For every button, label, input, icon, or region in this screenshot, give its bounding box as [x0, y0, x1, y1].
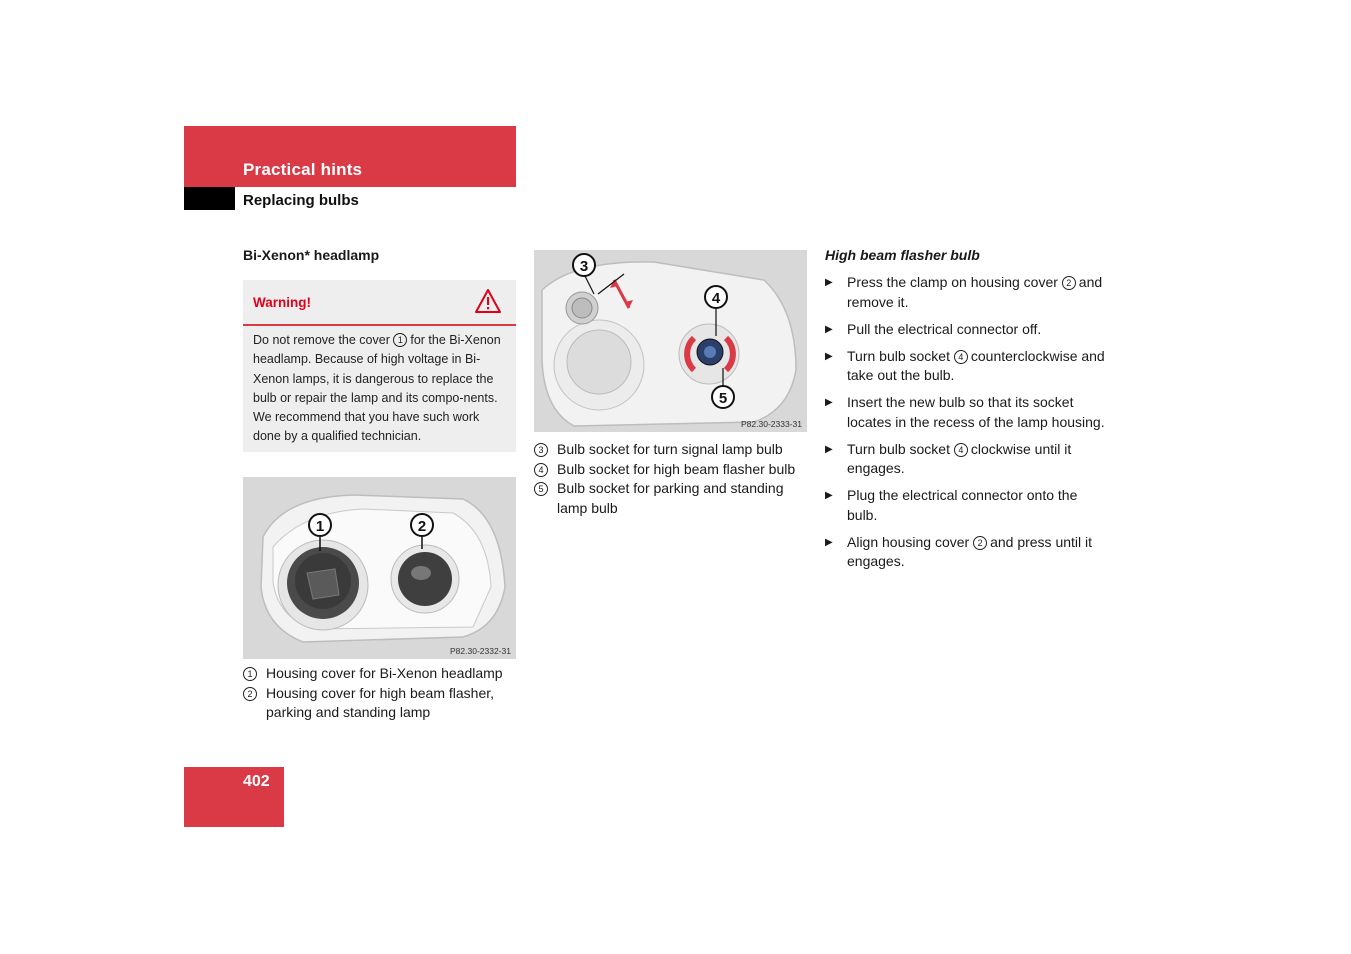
caption-text: Housing cover for high beam flasher, parking and standing lamp — [266, 684, 495, 720]
step-text: Align housing cover — [847, 533, 970, 550]
step-text: clockwise until it engages. — [847, 440, 1072, 476]
instruction-step — [825, 347, 1110, 386]
caption-row — [534, 479, 814, 518]
ref-marker: 2 — [973, 536, 987, 550]
figure-marker-5: 5 — [718, 390, 728, 407]
step-text: Insert the new bulb so that its socket locates in the recess of the lamp housing. — [847, 394, 1105, 430]
caption-row — [243, 664, 518, 684]
headlamp-rear-illustration — [534, 250, 807, 432]
caption-text: Housing cover for Bi-Xenon headlamp — [266, 665, 503, 681]
ref-marker: 3 — [534, 443, 548, 457]
caption-text: Bulb socket for high beam flasher bulb — [557, 460, 796, 477]
bullet-arrow-icon: ▶ — [825, 536, 833, 548]
bixenon-heading: Bi-Xenon* headlamp — [243, 247, 380, 263]
bullet-arrow-icon: ▶ — [825, 397, 833, 408]
instruction-step — [825, 486, 1110, 525]
bullet-arrow-icon: ▶ — [825, 350, 833, 362]
ref-marker: 1 — [243, 667, 257, 681]
ref-marker: 1 — [393, 333, 407, 347]
headlamp-figure-rear — [534, 250, 807, 432]
ref-marker: 2 — [243, 687, 257, 701]
figure-marker-2: 2 — [417, 518, 427, 535]
figure2-captions — [534, 440, 814, 518]
bullet-arrow-icon: ▶ — [825, 490, 833, 501]
warning-title: Warning! — [253, 295, 311, 310]
figure-marker-4: 4 — [711, 290, 721, 307]
page-number: 402 — [243, 773, 270, 790]
caption-row — [243, 684, 518, 723]
step-text: Turn bulb socket — [847, 347, 950, 364]
instruction-step — [825, 393, 1110, 432]
bullet-arrow-icon: ▶ — [825, 277, 833, 288]
figure-code: P82.30-2333-31 — [741, 419, 802, 429]
figure1-captions — [243, 664, 518, 723]
bullet-arrow-icon: ▶ — [825, 323, 833, 335]
ref-marker: 2 — [1062, 276, 1076, 290]
caption-text: Bulb socket for turn signal lamp bulb — [557, 441, 783, 457]
figure-code: P82.30-2332-31 — [450, 646, 511, 656]
caption-text: Bulb socket for parking and standing lamp bulb — [557, 480, 784, 516]
ref-marker: 4 — [954, 350, 968, 364]
caption-row — [534, 440, 814, 460]
high-beam-heading: High beam flasher bulb — [825, 247, 980, 263]
warning-text: Do not remove the cover 1 for the Bi-Xenon headlamp. Because of high voltage in Bi-Xenon lamps, it is dangerous to replace the bulb or repair the lamp and its compo-nents. We recommend that you have such work done by a qualified technician. — [253, 333, 501, 444]
section-title: Practical hints — [243, 160, 363, 179]
step-text: Turn bulb socket — [847, 440, 950, 457]
warning-header — [243, 280, 516, 326]
step-text: Pull the electrical connector off. — [847, 320, 1042, 337]
caption-row — [534, 460, 814, 480]
step-text: and remove it. — [847, 274, 1103, 310]
headlamp-illustration — [243, 477, 516, 659]
instruction-step — [825, 533, 1110, 572]
instruction-step — [825, 320, 1110, 340]
instruction-steps — [825, 273, 1110, 579]
figure-marker-1: 1 — [315, 518, 325, 535]
ref-marker: 4 — [534, 463, 548, 477]
figure-marker-3: 3 — [579, 258, 589, 275]
step-text: Plug the electrical connector onto the bulb. — [847, 487, 1078, 523]
warning-triangle-icon — [475, 289, 501, 313]
instruction-step — [825, 273, 1110, 312]
section-marker-tab — [184, 187, 235, 210]
headlamp-figure-front — [243, 477, 516, 659]
instruction-step — [825, 440, 1110, 479]
warning-box — [243, 280, 516, 452]
step-text: and press until it engages. — [847, 533, 1093, 569]
subsection-title: Replacing bulbs — [243, 192, 359, 209]
bullet-arrow-icon: ▶ — [825, 443, 833, 455]
step-text: Press the clamp on housing cover — [847, 274, 1058, 290]
step-text: counterclockwise and take out the bulb. — [847, 347, 1105, 383]
ref-marker: 4 — [954, 443, 968, 457]
ref-marker: 5 — [534, 482, 548, 496]
